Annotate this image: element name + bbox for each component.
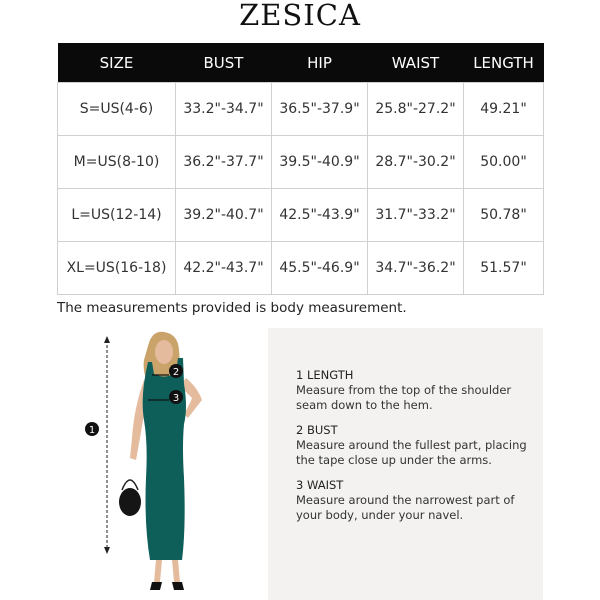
header-size: SIZE (58, 43, 176, 83)
guide-length-text: Measure from the top of the shoulder seam down to the hem. (296, 383, 512, 412)
marker-3 (169, 390, 183, 404)
cell-size: L=US(12-14) (58, 189, 176, 242)
model-figure (80, 328, 250, 600)
guide-waist-text: Measure around the narrowest part of your body, under your navel. (296, 493, 515, 522)
table-row (58, 242, 544, 295)
guide-waist (296, 478, 536, 523)
header-hip: HIP (272, 43, 368, 83)
cell-length: 49.21" (464, 83, 544, 136)
measurement-note: The measurements provided is body measurement. (57, 300, 407, 316)
handbag-icon (119, 480, 141, 516)
guide-length (296, 368, 536, 413)
cell-hip: 42.5"-43.9" (272, 189, 368, 242)
cell-hip: 45.5"-46.9" (272, 242, 368, 295)
dress-shape (143, 358, 186, 560)
guide-bust-text: Measure around the fullest part, placing the tape close up under the arms. (296, 438, 527, 467)
guide-bust-title: 2 BUST (296, 423, 338, 437)
cell-size: XL=US(16-18) (58, 242, 176, 295)
guide-length-title: 1 LENGTH (296, 368, 354, 382)
svg-text:1: 1 (88, 425, 96, 436)
table-row (58, 136, 544, 189)
cell-waist: 31.7"-33.2" (368, 189, 464, 242)
cell-waist: 25.8"-27.2" (368, 83, 464, 136)
cell-waist: 28.7"-30.2" (368, 136, 464, 189)
length-arrow (104, 336, 110, 554)
cell-length: 50.78" (464, 189, 544, 242)
guide-bust (296, 423, 536, 468)
cell-waist: 34.7"-36.2" (368, 242, 464, 295)
legs (154, 560, 180, 582)
table-row (58, 83, 544, 136)
cell-size: S=US(4-6) (58, 83, 176, 136)
svg-text:2: 2 (172, 367, 180, 378)
brand-logo: ZESICA (239, 0, 361, 32)
measurement-guide-panel (268, 328, 543, 600)
cell-bust: 33.2"-34.7" (176, 83, 272, 136)
svg-text:3: 3 (172, 393, 180, 404)
size-chart-table (57, 43, 544, 295)
face-shape (155, 340, 173, 364)
cell-length: 50.00" (464, 136, 544, 189)
cell-bust: 39.2"-40.7" (176, 189, 272, 242)
shoes (150, 582, 184, 590)
marker-1 (85, 422, 99, 436)
header-waist: WAIST (368, 43, 464, 83)
cell-hip: 39.5"-40.9" (272, 136, 368, 189)
cell-bust: 36.2"-37.7" (176, 136, 272, 189)
cell-size: M=US(8-10) (58, 136, 176, 189)
header-length: LENGTH (464, 43, 544, 83)
cell-hip: 36.5"-37.9" (272, 83, 368, 136)
marker-2 (169, 364, 183, 378)
table-header-row (58, 43, 544, 83)
guide-waist-title: 3 WAIST (296, 478, 344, 492)
table-row (58, 189, 544, 242)
cell-bust: 42.2"-43.7" (176, 242, 272, 295)
header-bust: BUST (176, 43, 272, 83)
cell-length: 51.57" (464, 242, 544, 295)
